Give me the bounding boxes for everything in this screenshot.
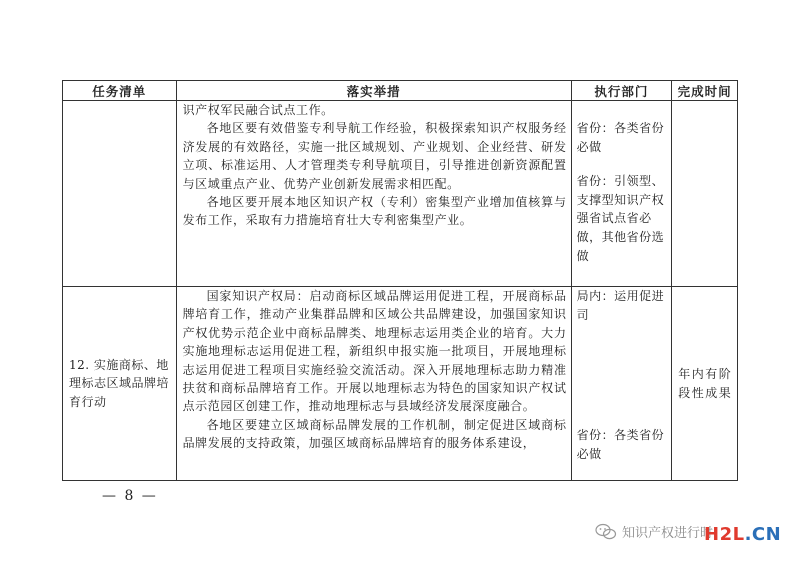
table-header-row bbox=[63, 81, 738, 101]
time-cell-continued bbox=[672, 101, 738, 287]
completion-time: 年内有阶段性成果 bbox=[678, 367, 733, 400]
department-entry: 局内：运用促进司 bbox=[576, 289, 665, 322]
measure-paragraph: 各地区要开展本地区知识产权（专利）密集型产业增加值核算与发布工作，采取有力措施培育壮大专利密集型产业。 bbox=[182, 195, 567, 228]
site-logo bbox=[704, 524, 781, 545]
department-cell bbox=[571, 101, 672, 287]
header-completion-time: 完成时间 bbox=[672, 81, 738, 101]
task-cell bbox=[63, 287, 177, 481]
measures-cell bbox=[176, 287, 571, 481]
department-entry: 省份：各类省份必做 bbox=[576, 428, 665, 461]
table-row bbox=[63, 287, 738, 481]
measure-paragraph: 国家知识产权局：启动商标区域品牌运用促进工程，开展商标品牌培育工作，推动产业集群品牌和区域公共品牌建设，加强国家知识产权优势示范企业中商标品牌类、地理标志运用类企业的培育。大力实施地理标志运用促进工程，新组织申报实施一批项目，开展地理标志运用促进工程项目实施经验交流活动。深入开展地理标志助力精准扶贫和商标品牌培育工作。开展以地理标志为特色的国家知识产权试点示范园区创建工作，推动地理标志与县域经济发展深度融合。 bbox=[182, 289, 567, 414]
page-number: — 8 — bbox=[102, 488, 158, 504]
header-task-list: 任务清单 bbox=[63, 81, 177, 101]
task-name: 12. 实施商标、地理标志区域品牌培育行动 bbox=[69, 357, 170, 409]
table-row bbox=[63, 101, 738, 287]
measure-paragraph: 各地区要建立区域商标品牌发展的工作机制，制定促进区域商标品牌发展的支持政策，加强区域商标品牌培育的服务体系建设， bbox=[182, 417, 567, 451]
header-measures: 落实举措 bbox=[176, 81, 571, 101]
department-entry: 省份：引领型、支撑型知识产权强省试点省必做，其他省份选做 bbox=[576, 174, 665, 263]
task-table bbox=[62, 80, 738, 481]
measure-paragraph: 各地区要有效借鉴专利导航工作经验，积极探索知识产权服务经济发展的有效路径，实施一批区域规划、产业规划、企业经营、研发立项、标准运用、人才管理类专利导航项目，引导推进创新资源配置与区域重点产业、优势产业创新发展需求相匹配。 bbox=[182, 121, 567, 191]
watermark-text: 知识产权进行时 bbox=[622, 526, 714, 541]
time-cell bbox=[672, 287, 738, 481]
header-department: 执行部门 bbox=[571, 81, 672, 101]
department-cell bbox=[571, 287, 672, 481]
task-cell-continued bbox=[63, 101, 177, 287]
logo-main: H2L bbox=[704, 524, 745, 545]
department-entry: 省份：各类省份必做 bbox=[576, 121, 665, 154]
measures-cell bbox=[176, 101, 571, 287]
measure-paragraph: 识产权军民融合试点工作。 bbox=[182, 103, 334, 117]
logo-suffix: .CN bbox=[744, 524, 782, 545]
wechat-icon bbox=[595, 523, 617, 541]
watermark bbox=[595, 522, 713, 541]
